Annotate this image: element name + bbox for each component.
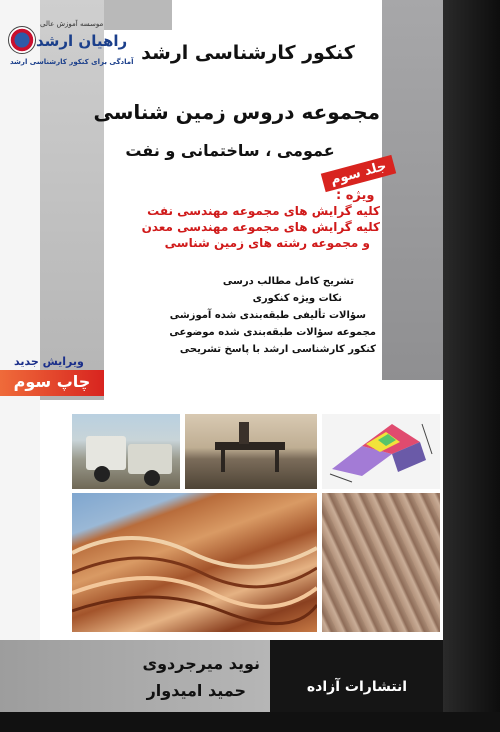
logo-arc-text: موسسه آموزش عالی <box>40 20 104 28</box>
special-line-2: کلیه گرایش های مجموعه مهندسی معدن <box>141 220 380 234</box>
feature-item-1: تشریح کامل مطالب درسی <box>222 276 354 287</box>
author-2: حمید امیدوار <box>146 681 246 700</box>
logo-subtitle: آمادگی برای کنکور کارشناسی ارشد <box>10 58 134 66</box>
series-title: کنکور کارشناسی ارشد <box>141 42 355 64</box>
geologic-model-photo <box>321 413 441 490</box>
main-title: مجموعه دروس زمین شناسی <box>93 100 380 124</box>
bottom-gray-panel <box>0 640 270 712</box>
truck-shape <box>86 436 126 470</box>
publisher-name: انتشارات آزاده <box>306 679 408 695</box>
sandstone-stripes <box>72 493 317 632</box>
right-gray-block <box>382 0 443 380</box>
logo-emblem-icon <box>8 26 36 54</box>
rig-tower <box>239 422 249 444</box>
edition-badge: چاپ سوم <box>13 372 91 391</box>
publisher-logo <box>6 18 134 76</box>
truck-wheel <box>94 466 110 482</box>
folded-rock-photo <box>321 492 441 633</box>
sandstone-waves-photo <box>71 492 318 633</box>
special-line-1: کلیه گرایش های مجموعه مهندسی نفت <box>147 204 380 218</box>
fault-diagram-icon <box>322 414 440 489</box>
bottom-black-band <box>0 712 500 732</box>
volume-badge: جلد سوم <box>321 155 397 192</box>
rig-leg <box>221 450 225 472</box>
right-dark-bar <box>443 0 500 732</box>
feature-item-4: مجموعه سؤالات طبقه‌بندی شده موضوعی <box>169 327 376 338</box>
feature-item-5: کنکور کارشناسی ارشد با پاسخ تشریحی <box>179 344 376 355</box>
bottom-dark-panel <box>270 640 443 712</box>
oil-rig-photo <box>184 413 318 490</box>
special-line-3: و مجموعه رشته های زمین شناسی <box>164 236 370 250</box>
special-heading: ویژه : <box>336 188 375 203</box>
top-gray-block <box>104 0 172 30</box>
edition-label: ویرایش جدید <box>14 355 84 368</box>
author-1: نوید میرجردوی <box>142 654 260 673</box>
truck-wheel-2 <box>144 470 160 486</box>
rig-platform <box>215 442 285 450</box>
logo-title: راهیان ارشد <box>36 32 128 50</box>
rig-leg-2 <box>275 450 279 472</box>
subtitle: عمومی ، ساختمانی و نفت <box>125 141 335 160</box>
feature-item-2: نکات ویژه کنکوری <box>252 293 342 304</box>
feature-item-3: سؤالات تألیفی طبقه‌بندی شده آموزشی <box>169 310 366 321</box>
mining-trucks-photo <box>71 413 181 490</box>
